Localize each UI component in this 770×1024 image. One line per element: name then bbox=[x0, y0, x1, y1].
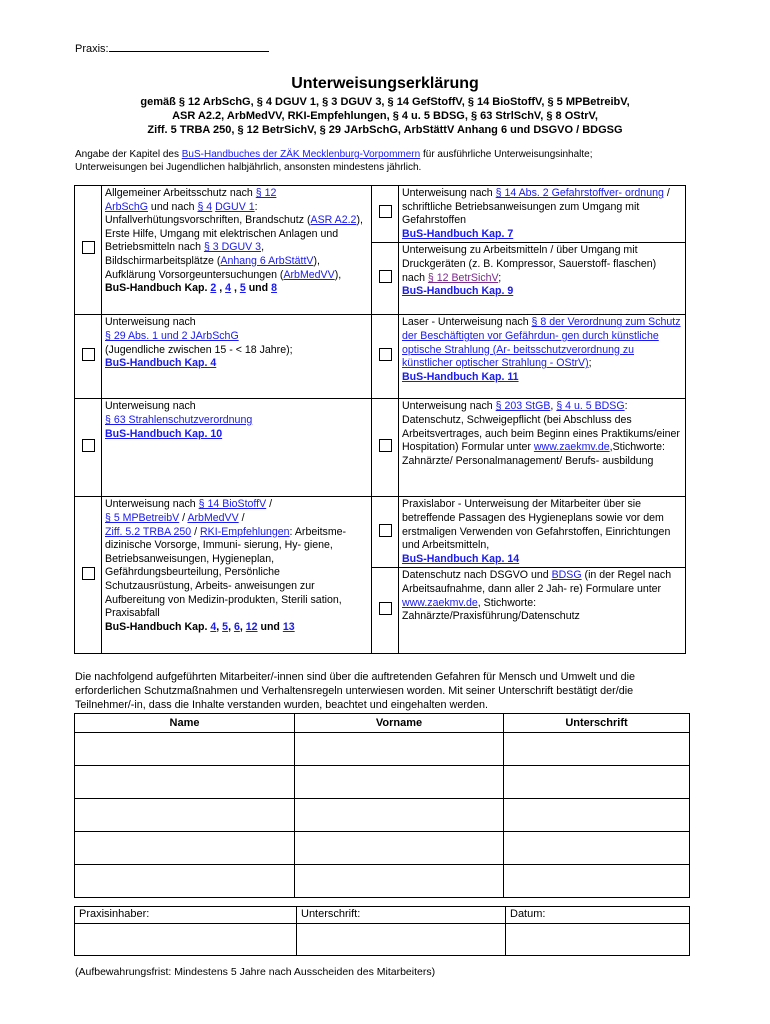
table-row bbox=[75, 766, 690, 799]
item-hygiene: Unterweisung nach § 14 BioStoffV / § 5 MPBetreibV / ArbMedVV / Ziff. 5.2 TRBA 250 / RKI-Empfehlungen: Arbeitsme- dizinische Vorsorge, Immuni- sierung, Hy- giene, Betriebsanweisungen, Hygieneplan, Gefährdungsbeurteilung, Persönliche Schutzausrüstung, Arbeits- anweisungen zur Aufbereitung von Medizin-produkten, Sterili sation, Praxisabfall BuS-Handbuch Kap. 4, 5, 6, 12 und 13 bbox=[102, 497, 372, 654]
bus-handbook-link[interactable]: BuS-Handbuches der ZÄK Mecklenburg-Vorpommern bbox=[181, 149, 421, 160]
checkbox-datenschutz-schweigepflicht[interactable] bbox=[379, 439, 392, 452]
link-bdsg[interactable]: § 4 u. 5 BDSG bbox=[556, 400, 625, 413]
signature-cell[interactable] bbox=[504, 766, 690, 799]
praxis-label: Praxis: bbox=[75, 43, 109, 55]
checkbox-gefahrstoff[interactable] bbox=[379, 205, 392, 218]
checkbox-arbeitsmittel[interactable] bbox=[379, 270, 392, 283]
link-rki[interactable]: RKI-Empfehlungen bbox=[200, 525, 290, 538]
legal-basis-line: gemäß § 12 ArbSchG, § 4 DGUV 1, § 3 DGUV 3, § 14 GefStoffV, § 14 BioStoffV, § 5 MPBetreibV, bbox=[140, 96, 630, 108]
vorname-cell[interactable] bbox=[295, 832, 504, 865]
date-label: Datum: bbox=[506, 907, 690, 924]
checkbox-cell bbox=[75, 186, 102, 315]
item-arbeitsmittel: Unterweisung zu Arbeitsmitteln / über Umgang mit Druckgeräten (z. B. Kompressor, Sauerstoff- flaschen) nach § 12 BetrSichV; BuS-Handbuch Kap. 9 bbox=[399, 243, 686, 315]
vorname-cell[interactable] bbox=[295, 766, 504, 799]
link-kap[interactable]: 8 bbox=[271, 282, 277, 295]
item-praxislabor: Praxislabor - Unterweisung der Mitarbeiter über sie betreffende Passagen des Hygieneplans sowie vor dem erstmaligen Verwenden von Gefahrstoffen, Einrichtungen und Arbeitsmitteln, BuS-Handbuch Kap. 14 bbox=[399, 497, 686, 568]
owner-signature-table bbox=[74, 906, 690, 956]
link-gefstoffv[interactable]: § 14 Abs. 2 Gefahrstoffver- ordnung bbox=[495, 187, 664, 199]
signature-cell[interactable] bbox=[504, 799, 690, 832]
owner-signature-label: Unterschrift: bbox=[297, 907, 506, 924]
checkbox-strahlenschutz[interactable] bbox=[82, 439, 95, 452]
checkbox-cell bbox=[75, 315, 102, 399]
link-bus-kap14[interactable]: BuS-Handbuch Kap. 14 bbox=[402, 552, 520, 565]
link-biostoffv[interactable]: § 14 BioStoffV bbox=[198, 498, 267, 511]
link-kap[interactable]: 4 bbox=[210, 620, 217, 633]
link-kap[interactable]: 5 bbox=[239, 282, 246, 295]
link-bdsg[interactable]: BDSG bbox=[551, 569, 582, 582]
checkbox-praxislabor[interactable] bbox=[379, 524, 392, 537]
name-cell[interactable] bbox=[75, 865, 295, 898]
checkbox-dsgvo[interactable] bbox=[379, 602, 392, 615]
praxis-field[interactable] bbox=[75, 41, 269, 55]
link-bus-kap9[interactable]: BuS-Handbuch Kap. 9 bbox=[402, 285, 514, 298]
checkbox-cell bbox=[372, 243, 399, 315]
participant-signature-table bbox=[74, 713, 690, 898]
item-general-safety: Allgemeiner Arbeitsschutz nach § 12 ArbSchG und nach § 4 DGUV 1: Unfallverhütungsvorschriften, Brandschutz (ASR A2.2), Erste Hilfe, Umgang mit elektrischen Anlagen und Betriebsmitteln nach § 3 DGUV 3, Bildschirmarbeitsplätze (Anhang 6 ArbStättV), Aufklärung Vorsorgeuntersuchungen (ArbMedVV), BuS-Handbuch Kap. 2 , 4 , 5 und 8 bbox=[102, 186, 372, 315]
link-kap[interactable]: 6 bbox=[233, 620, 240, 633]
column-header-vorname: Vorname bbox=[295, 714, 504, 733]
item-strahlenschutz: Unterweisung nach § 63 Strahlenschutzverordnung BuS-Handbuch Kap. 10 bbox=[102, 399, 372, 497]
legal-basis bbox=[85, 95, 685, 137]
checkbox-cell bbox=[372, 315, 399, 399]
name-cell[interactable] bbox=[75, 766, 295, 799]
name-cell[interactable] bbox=[75, 832, 295, 865]
link-kap[interactable]: 12 bbox=[245, 620, 258, 633]
table-row bbox=[75, 865, 690, 898]
checkbox-jarbschg[interactable] bbox=[82, 348, 95, 361]
link-arbstaettv[interactable]: Anhang 6 ArbStättV bbox=[220, 254, 314, 267]
retention-note: (Aufbewahrungsfrist: Mindestens 5 Jahre nach Ausscheiden des Mitarbeiters) bbox=[75, 966, 436, 978]
signature-cell[interactable] bbox=[504, 832, 690, 865]
vorname-cell[interactable] bbox=[295, 733, 504, 766]
item-jugendliche: Unterweisung nach § 29 Abs. 1 und 2 JArbSchG (Jugendliche zwischen 15 - < 18 Jahre); BuS-Handbuch Kap. 4 bbox=[102, 315, 372, 399]
link-mpbetreibv[interactable]: § 5 MPBetreibV bbox=[105, 511, 180, 524]
item-datenschutz-schweigepflicht: Unterweisung nach § 203 StGB, § 4 u. 5 BDSG: Datenschutz, Schweigepflicht (bei Abschluss des Arbeitsvertrages, auch beim Beginn eines Praktikums/einer Hospitation) Formular unter www.zaekmv.de,Stichworte: Zahnärzte/ Personalmanagement/ Berufs- ausbildung bbox=[399, 399, 686, 497]
checkbox-cell bbox=[372, 399, 399, 497]
link-bus-kap11[interactable]: BuS-Handbuch Kap. 11 bbox=[402, 370, 519, 383]
link-strlschv[interactable]: § 63 Strahlenschutzverordnung bbox=[105, 413, 253, 426]
link-zaekmv[interactable]: www.zaekmv.de bbox=[402, 596, 478, 609]
checkbox-cell bbox=[372, 186, 399, 243]
checkbox-cell bbox=[75, 497, 102, 654]
link-dguv3[interactable]: § 3 DGUV 3 bbox=[203, 241, 262, 254]
link-ostrv[interactable]: § 8 der Verordnung zum Schutz der Beschäftigten vor Gefährdun- gen durch künstliche optische Strahlung (Ar- beitsschutzverordnung zu künstlicher optischer Strahlung - OStrV) bbox=[402, 316, 681, 370]
owner-signature-field[interactable] bbox=[297, 924, 506, 956]
link-bus-kap4[interactable]: BuS-Handbuch Kap. 4 bbox=[105, 357, 217, 370]
legal-basis-line: ASR A2.2, ArbMedVV, RKI-Empfehlungen, § 4 u. 5 BDSG, § 63 StrlSchV, § 8 OStrV, bbox=[172, 110, 598, 122]
link-trba250[interactable]: Ziff. 5.2 TRBA 250 bbox=[105, 525, 192, 538]
signature-cell[interactable] bbox=[504, 733, 690, 766]
link-dguv1[interactable]: DGUV 1 bbox=[215, 200, 255, 213]
link-betrsichv[interactable]: § 12 BetrSichV bbox=[427, 271, 499, 284]
item-laser: Laser - Unterweisung nach § 8 der Verordnung zum Schutz der Beschäftigten vor Gefährdun- gen durch künstliche optische Strahlung (Ar- beitsschutzverordnung zu künstlicher optischer Strahlung - OStrV); BuS-Handbuch Kap. 11 bbox=[399, 315, 686, 399]
vorname-cell[interactable] bbox=[295, 799, 504, 832]
link-kap[interactable]: 2 bbox=[210, 282, 217, 295]
checkbox-cell bbox=[372, 497, 399, 568]
item-dsgvo: Datenschutz nach DSGVO und BDSG (in der Regel nach Arbeitsaufnahme, dann aller 2 Jah- re) Formulare unter www.zaekmv.de, Stichworte: Zahnärzte/Praxisführung/Datenschutz bbox=[399, 568, 686, 654]
checkbox-laser[interactable] bbox=[379, 348, 392, 361]
intro-line2: Unterweisungen bei Jugendlichen halbjährlich, ansonsten mindestens jährlich. bbox=[75, 162, 422, 173]
owner-label: Praxisinhaber: bbox=[75, 907, 297, 924]
name-cell[interactable] bbox=[75, 799, 295, 832]
table-row bbox=[75, 799, 690, 832]
intro-post: für ausführliche Unterweisungsinhalte; bbox=[420, 149, 593, 160]
vorname-cell[interactable] bbox=[295, 865, 504, 898]
confirmation-statement: Die nachfolgend aufgeführten Mitarbeiter/-innen sind über die auftretenden Gefahren für Mensch und Umwelt und die erforderlichen Schutzmaßnahmen und Verhaltensregeln unterwiesen worden. Mit seiner Unterschrift bestätigt der/die Teilnehmer/-in, dass die Inhalte verstanden wurden, beachtet und eingehalten werden. bbox=[75, 671, 635, 711]
column-header-name: Name bbox=[75, 714, 295, 733]
intro-pre: Angabe der Kapitel des bbox=[75, 149, 182, 160]
checkbox-cell bbox=[75, 399, 102, 497]
link-kap[interactable]: 4 bbox=[225, 282, 232, 295]
page-title: Unterweisungserklärung bbox=[291, 75, 479, 92]
date-field[interactable] bbox=[506, 924, 690, 956]
praxis-input-line[interactable] bbox=[109, 41, 269, 52]
owner-name-field[interactable] bbox=[75, 924, 297, 956]
link-bus-kap10[interactable]: BuS-Handbuch Kap. 10 bbox=[105, 427, 223, 440]
checkbox-hygiene[interactable] bbox=[82, 567, 95, 580]
link-arbmedvv[interactable]: ArbMedVV bbox=[187, 511, 239, 524]
checkbox-cell bbox=[372, 568, 399, 654]
link-bus-kap7[interactable]: BuS-Handbuch Kap. 7 bbox=[402, 227, 514, 240]
item-gefahrstoff: Unterweisung nach § 14 Abs. 2 Gefahrstoffver- ordnung / schriftliche Betriebsanweisungen zum Umgang mit Gefahrstoffen BuS-Handbuch Kap. 7 bbox=[399, 186, 686, 243]
link-kap[interactable]: 13 bbox=[282, 620, 295, 633]
link-arbschg[interactable]: § 12 bbox=[255, 187, 277, 199]
table-row bbox=[75, 733, 690, 766]
link-dguv1[interactable]: § 4 bbox=[197, 200, 213, 213]
intro-text bbox=[75, 148, 695, 174]
checkbox-general-safety[interactable] bbox=[82, 241, 95, 254]
link-stgb[interactable]: § 203 StGB bbox=[495, 400, 551, 413]
link-kap[interactable]: 5 bbox=[222, 620, 229, 633]
link-zaekmv[interactable]: www.zaekmv.de bbox=[533, 441, 610, 454]
link-asr[interactable]: ASR A2.2 bbox=[310, 214, 357, 227]
link-arbschg[interactable]: ArbSchG bbox=[105, 200, 148, 213]
instruction-table bbox=[74, 185, 686, 654]
name-cell[interactable] bbox=[75, 733, 295, 766]
signature-cell[interactable] bbox=[504, 865, 690, 898]
link-arbmedvv[interactable]: ArbMedVV bbox=[283, 268, 335, 281]
link-jarbschg[interactable]: § 29 Abs. 1 und 2 JArbSchG bbox=[105, 329, 239, 342]
table-row bbox=[75, 832, 690, 865]
legal-basis-line: Ziff. 5 TRBA 250, § 12 BetrSichV, § 29 JArbSchG, ArbStättV Anhang 6 und DSGVO / BDGSG bbox=[147, 124, 623, 136]
column-header-unterschrift: Unterschrift bbox=[504, 714, 690, 733]
